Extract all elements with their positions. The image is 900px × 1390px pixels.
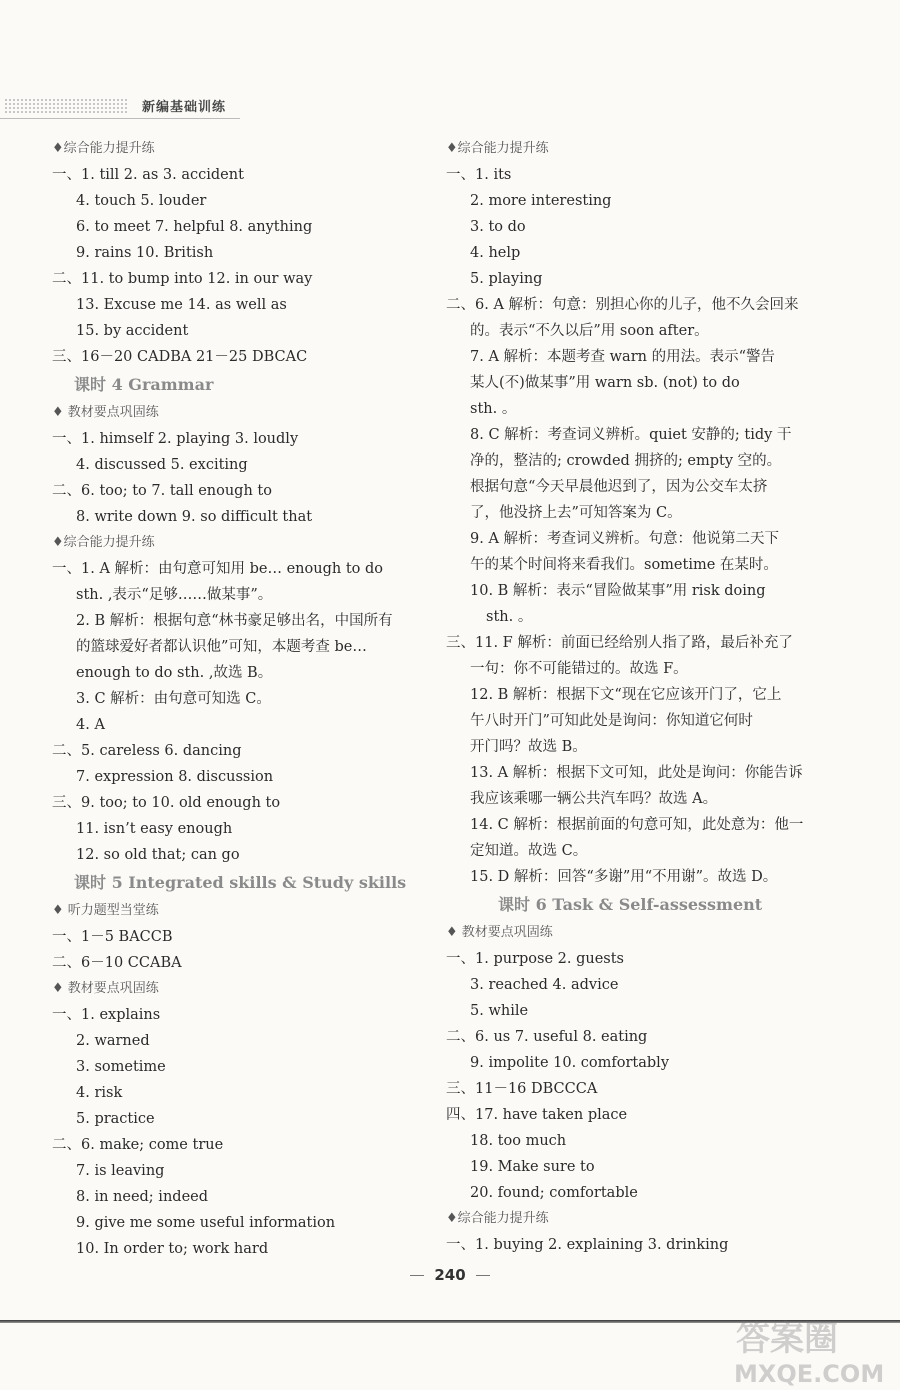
section-heading: ♦综合能力提升练 [52, 141, 155, 156]
answer-line: 15. D 解析：回答“多谢”用“不用谢”。故选 D。 [470, 869, 778, 885]
answer-line: 12. B 解析：根据下文“现在它应该开门了，它上 [470, 687, 782, 703]
answer-line: 8. C 解析：考查词义辨析。quiet 安静的; tidy 干 [470, 427, 792, 443]
answer-line: 13. Excuse me 14. as well as [76, 297, 287, 313]
answer-line: 5. practice [76, 1111, 155, 1127]
answer-line: 20. found; comfortable [470, 1185, 638, 1201]
header-dot-pattern [4, 98, 128, 114]
answer-line: 一、1. himself 2. playing 3. loudly [52, 431, 299, 447]
answer-line: 2. warned [76, 1033, 150, 1049]
section-heading: ♦综合能力提升练 [446, 1211, 549, 1226]
answer-line: 9. rains 10. British [76, 245, 214, 261]
answer-line: 三、9. too; to 10. old enough to [52, 795, 281, 811]
answer-line: 4. risk [76, 1085, 123, 1101]
page-number-text: 240 [434, 1266, 466, 1284]
answer-line: 4. touch 5. louder [76, 193, 207, 209]
answer-line: 根据句意“今天早晨他迟到了，因为公交车太挤 [470, 479, 768, 495]
section-heading: ♦综合能力提升练 [446, 141, 549, 156]
lesson-heading: 课时 5 Integrated skills & Study skills [74, 873, 407, 892]
answer-line: 2. B 解析：根据句意“林书豪足够出名，中国所有 [76, 613, 393, 629]
answer-line: 4. help [470, 245, 521, 261]
answer-line: 三、11. F 解析：前面已经给别人指了路，最后补充了 [446, 635, 793, 651]
header-title: 新编基础训练 [142, 100, 227, 115]
answer-line: 二、5. careless 6. dancing [52, 743, 242, 759]
answer-line: 8. in need; indeed [76, 1189, 209, 1205]
answer-line: 四、17. have taken place [446, 1107, 628, 1123]
answer-line: 3. sometime [76, 1059, 166, 1075]
page-number [0, 1266, 900, 1284]
answer-line: enough to do sth. ,故选 B。 [76, 665, 273, 681]
lesson-heading: 课时 4 Grammar [74, 375, 214, 394]
watermark-text: 答案圈 [736, 1319, 838, 1359]
page-header [0, 96, 900, 122]
answer-line: 一、1－5 BACCB [52, 929, 173, 945]
answer-line: 三、16－20 CADBA 21－25 DBCAC [52, 349, 308, 365]
lesson-heading: 课时 6 Task & Self-assessment [498, 895, 763, 914]
answer-line: 12. so old that; can go [76, 847, 240, 863]
answer-line: 一句：你不可能错过的。故选 F。 [470, 661, 688, 677]
answer-line: 3. reached 4. advice [470, 977, 619, 993]
answer-line: 2. more interesting [470, 193, 612, 209]
answer-line: 4. discussed 5. exciting [76, 457, 248, 473]
answer-line: 11. isn’t easy enough [76, 821, 233, 837]
answer-line: 5. while [470, 1003, 529, 1019]
answer-line: 一、1. purpose 2. guests [446, 951, 624, 967]
answer-line: 14. C 解析：根据前面的句意可知，此处意为：他一 [470, 817, 804, 833]
answer-line: 7. expression 8. discussion [76, 769, 274, 785]
answer-line: 午的某个时间将来看我们。sometime 在某时。 [470, 557, 778, 573]
watermark-logo [730, 1310, 898, 1388]
answer-line: 的篮球爱好者都认识他”可知，本题考查 be… [76, 639, 367, 655]
answer-line: 三、11－16 DBCCCA [446, 1081, 598, 1097]
answer-line: 一、1. explains [52, 1007, 161, 1023]
answer-line: 二、11. to bump into 12. in our way [52, 271, 313, 287]
answer-line: 某人(不)做某事”用 warn sb. (not) to do [470, 375, 740, 391]
answer-line: 7. is leaving [76, 1163, 165, 1179]
answer-line: 净的，整洁的; crowded 拥挤的; empty 空的。 [470, 453, 782, 469]
header-rule [0, 118, 240, 119]
answer-line: 7. A 解析：本题考查 warn 的用法。表示“警告 [470, 349, 775, 365]
answer-line: sth. ,表示“足够……做某事”。 [76, 587, 273, 603]
answer-line: 13. A 解析：根据下文可知，此处是询问：你能告诉 [470, 765, 803, 781]
answer-line: 二、6. too; to 7. tall enough to [52, 483, 272, 499]
answer-line: 二、6. us 7. useful 8. eating [446, 1029, 648, 1045]
answer-line: 4. A [76, 717, 105, 733]
answer-line: 5. playing [470, 271, 543, 287]
answer-line: 一、1. till 2. as 3. accident [52, 167, 244, 183]
answer-line: 开门吗？故选 B。 [470, 739, 587, 755]
answer-line: 8. write down 9. so difficult that [76, 509, 313, 525]
watermark-url: MXQE.COM [734, 1360, 885, 1388]
answer-line: 9. A 解析：考查词义辨析。句意：他说第二天下 [470, 531, 780, 547]
answer-line: 10. B 解析：表示“冒险做某事”用 risk doing [470, 583, 766, 599]
section-heading: ♦ 听力题型当堂练 [52, 903, 159, 918]
answer-line: 19. Make sure to [470, 1159, 595, 1175]
answer-line: 一、1. A 解析：由句意可知用 be… enough to do [52, 561, 383, 577]
answer-line: 10. In order to; work hard [76, 1241, 269, 1257]
answer-line: 一、1. its [446, 167, 512, 183]
page-number-dash-left [410, 1275, 424, 1276]
answer-line: 二、6. A 解析：句意：别担心你的儿子，他不久会回来 [446, 297, 799, 313]
answer-line: 15. by accident [76, 323, 189, 339]
answer-line: 3. to do [470, 219, 526, 235]
section-heading: ♦ 教材要点巩固练 [52, 405, 159, 420]
right-column [446, 136, 816, 1258]
answer-line: 午八时开门”可知此处是询问：你知道它何时 [470, 713, 753, 729]
answer-line: 3. C 解析：由句意可知选 C。 [76, 691, 271, 707]
answer-line: sth. 。 [486, 609, 533, 625]
answer-line: sth. 。 [470, 401, 517, 417]
section-heading: ♦ 教材要点巩固练 [446, 925, 553, 940]
answer-line: 定知道。故选 C。 [470, 843, 588, 859]
answer-line: 二、6－10 CCABA [52, 955, 182, 971]
left-column [52, 136, 424, 1262]
answer-line: 二、6. make; come true [52, 1137, 224, 1153]
section-heading: ♦ 教材要点巩固练 [52, 981, 159, 996]
answer-line: 9. give me some useful information [76, 1215, 336, 1231]
answer-line: 一、1. buying 2. explaining 3. drinking [446, 1237, 729, 1253]
answer-line: 9. impolite 10. comfortably [470, 1055, 670, 1071]
page-number-dash-right [476, 1275, 490, 1276]
answer-line: 我应该乘哪一辆公共汽车吗？故选 A。 [470, 791, 718, 807]
section-heading: ♦综合能力提升练 [52, 535, 155, 550]
answer-line: 的。表示“不久以后”用 soon after。 [470, 323, 709, 339]
answer-line: 了，他没挤上去”可知答案为 C。 [470, 505, 682, 521]
answer-line: 6. to meet 7. helpful 8. anything [76, 219, 313, 235]
answer-line: 18. too much [470, 1133, 567, 1149]
